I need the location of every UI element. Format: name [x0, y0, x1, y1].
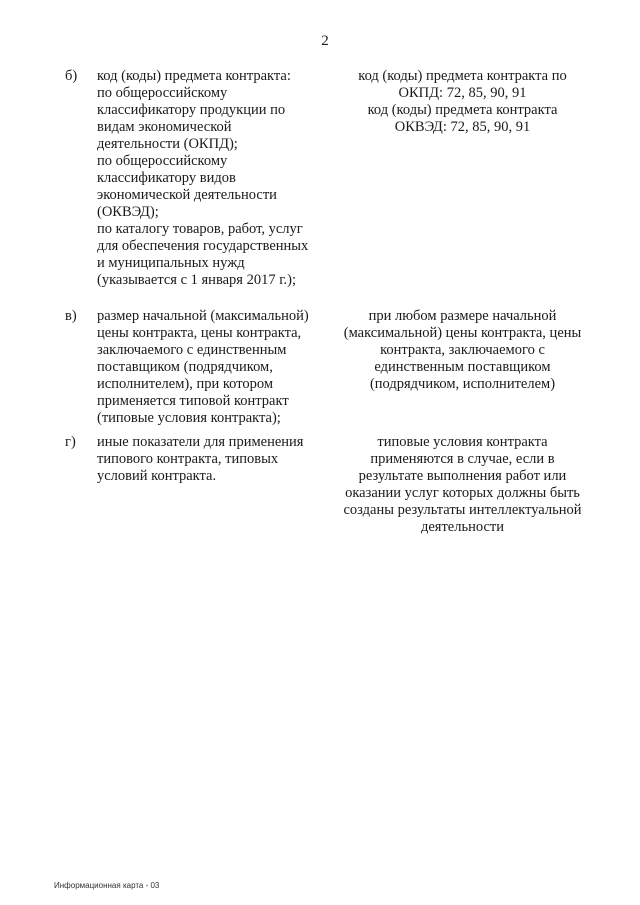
item-description [97, 68, 329, 289]
description-line: по общероссийскому [97, 85, 228, 101]
description-line: применяется типовой контракт [97, 393, 289, 409]
value-line: оказании услуг которых должны быть [345, 485, 580, 501]
description-line: классификатору продукции по [97, 102, 286, 118]
value-line: единственным поставщиком [374, 359, 551, 375]
description-line: видам экономической [97, 119, 232, 135]
value-line: код (коды) предмета контракта по [358, 68, 567, 84]
value-line: (максимальной) цены контракта, цены [343, 325, 582, 341]
value-line: деятельности [420, 519, 504, 535]
item-value [335, 308, 590, 393]
description-line: поставщиком (подрядчиком, [97, 359, 273, 375]
value-line: при любом размере начальной [368, 308, 557, 324]
page-number: 2 [321, 33, 329, 49]
value-line: ОКВЭД: 72, 85, 90, 91 [394, 119, 531, 135]
description-line: экономической деятельности [97, 187, 277, 203]
value-line: контракта, заключаемого с [380, 342, 545, 358]
item-value [335, 68, 590, 136]
description-line: по общероссийскому [97, 153, 228, 169]
description-line: (типовые условия контракта); [97, 410, 281, 426]
description-line: цены контракта, цены контракта, [97, 325, 302, 341]
item-letter: в) [65, 308, 77, 324]
description-line: исполнителем), при котором [97, 376, 274, 392]
item-value [335, 434, 590, 536]
value-line: созданы результаты интеллектуальной [343, 502, 582, 518]
description-line: иные показатели для применения [97, 434, 304, 450]
footer-note: Информационная карта - 03 [54, 881, 160, 890]
description-line: заключаемого с единственным [97, 342, 287, 358]
value-line: ОКПД: 72, 85, 90, 91 [398, 85, 527, 101]
description-line: классификатору видов [97, 170, 236, 186]
value-line: результате выполнения работ или [358, 468, 567, 484]
description-line: размер начальной (максимальной) [97, 308, 309, 324]
description-line: типового контракта, типовых [97, 451, 279, 467]
value-line: (подрядчиком, исполнителем) [369, 376, 556, 392]
description-line: код (коды) предмета контракта: [97, 68, 291, 84]
description-line: (ОКВЭД); [97, 204, 159, 220]
description-line: для обеспечения государственных [97, 238, 309, 254]
item-description [97, 434, 329, 485]
item-letter: г) [65, 434, 76, 450]
value-line: типовые условия контракта [377, 434, 548, 450]
description-line: по каталогу товаров, работ, услуг [97, 221, 303, 237]
value-line: применяются в случае, если в [370, 451, 555, 467]
description-line: (указывается с 1 января 2017 г.); [97, 272, 296, 288]
description-line: условий контракта. [97, 468, 217, 484]
value-line: код (коды) предмета контракта [367, 102, 558, 118]
item-letter: б) [65, 68, 78, 84]
item-description [97, 308, 329, 427]
description-line: деятельности (ОКПД); [97, 136, 238, 152]
description-line: и муниципальных нужд [97, 255, 245, 271]
